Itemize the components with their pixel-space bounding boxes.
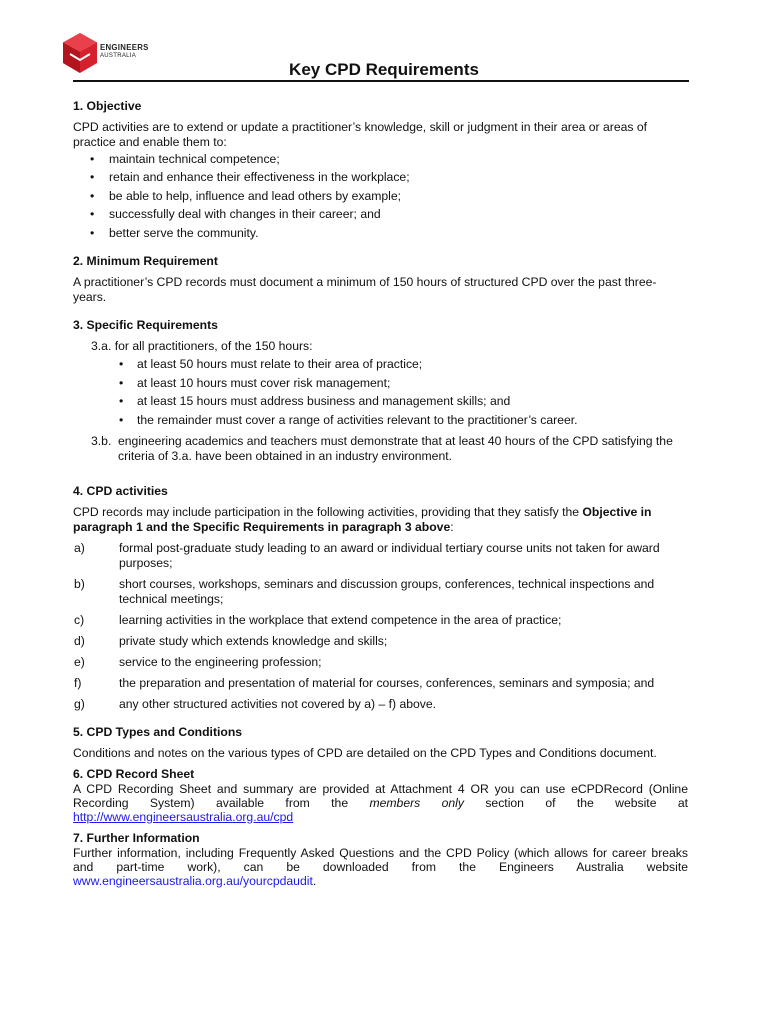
- section-5-text: Conditions and notes on the various types of CPD are detailed on the CPD Types and Conditions document.: [73, 745, 657, 760]
- cpd-link[interactable]: http://www.engineersaustralia.org.au/cpd: [73, 809, 294, 824]
- activity-item: [73, 613, 688, 628]
- activity-label: g): [74, 696, 85, 711]
- section-6-emphasis: members only: [369, 795, 464, 810]
- requirements-list: [91, 357, 688, 428]
- section-1-intro: CPD activities are to extend or update a practitioner’s knowledge, skill or judgment in their area or areas of practice and enable them to:: [73, 120, 648, 149]
- activity-label: a): [74, 540, 85, 555]
- section-7-text-body: Further information, including Frequently Asked Questions and the CPD Policy (which allows for career breaks and part-time work), can be downloaded from the Engineers Australia website: [73, 845, 688, 874]
- requirement-item: • at least 50 hours must relate to their area of practice;: [91, 357, 688, 372]
- objective-item: • successfully deal with changes in their career; and: [73, 207, 688, 222]
- section-4-intro-text: CPD records may include participation in the following activities, providing that they satisfy the: [73, 504, 583, 519]
- section-3b-label: 3.b.: [91, 433, 112, 448]
- objective-item: • better serve the community.: [73, 226, 688, 241]
- objective-item: • maintain technical competence;: [73, 152, 688, 167]
- activity-label: d): [74, 633, 85, 648]
- section-4-intro-bold: Objective in paragraph 1 and the Specific Requirements in paragraph 3 above: [73, 504, 652, 534]
- section-2-text: A practitioner’s CPD records must document a minimum of 150 hours of structured CPD over the past three-years.: [73, 274, 657, 304]
- activity-label: c): [74, 612, 85, 627]
- objective-item: • retain and enhance their effectiveness in the workplace;: [73, 170, 688, 185]
- activity-text: private study which extends knowledge and skills;: [119, 633, 388, 648]
- activity-item: [73, 655, 688, 670]
- section-3b-text: engineering academics and teachers must demonstrate that at least 40 hours of the CPD satisfying the criteria of 3.a. have been obtained in an industry environment.: [118, 433, 673, 463]
- section-4-heading: 4. CPD activities: [73, 483, 168, 498]
- section-1-heading: 1. Objective: [73, 99, 142, 113]
- activity-item: [73, 634, 688, 649]
- page-title: Key CPD Requirements: [289, 60, 479, 79]
- requirement-item: • the remainder must cover a range of activities relevant to the practitioner’s career.: [91, 413, 688, 428]
- section-7-text: [73, 846, 688, 888]
- logo-line-2: AUSTRALIA: [100, 53, 137, 59]
- objective-item: • be able to help, influence and lead others by example;: [73, 189, 688, 204]
- section-6-text-a: A CPD Recording Sheet and summary are provided at Attachment 4 OR you can use eCPDRecord (Online Recording System) available from the: [73, 781, 688, 810]
- activity-item: [73, 676, 688, 691]
- activity-text: learning activities in the workplace that extend competence in the area of practice;: [119, 612, 562, 627]
- section-5-heading: 5. CPD Types and Conditions: [73, 724, 243, 739]
- section-3-heading: 3. Specific Requirements: [73, 317, 218, 332]
- activity-item: [73, 697, 688, 712]
- activity-item: [73, 541, 688, 571]
- title-divider: [73, 80, 689, 82]
- section-6-text-b: section of the website at: [463, 795, 688, 810]
- activities-list: [73, 541, 688, 712]
- cpd-audit-link[interactable]: www.engineersaustralia.org.au/yourcpdaudit: [73, 873, 313, 888]
- objective-list: [73, 152, 688, 241]
- requirement-item: • at least 15 hours must address business and management skills; and: [91, 394, 688, 409]
- section-6-text: [73, 782, 688, 824]
- activity-label: e): [74, 654, 85, 669]
- activity-item: [73, 577, 688, 607]
- activity-label: b): [74, 576, 85, 591]
- section-6-heading: 6. CPD Record Sheet: [73, 766, 195, 781]
- logo-line-1: ENGINEERS: [100, 43, 149, 52]
- section-4-intro-end: :: [450, 519, 454, 534]
- activity-text: the preparation and presentation of material for courses, conferences, seminars and symposia; and: [119, 675, 655, 690]
- document-body: [73, 99, 688, 888]
- section-3a: [91, 339, 688, 464]
- requirement-item: • at least 10 hours must cover risk management;: [91, 376, 688, 391]
- activity-text: formal post-graduate study leading to an award or individual tertiary course units not taken for award purposes;: [119, 540, 660, 570]
- section-3a-intro: 3.a. for all practitioners, of the 150 hours:: [91, 338, 313, 353]
- activity-text: any other structured activities not covered by a) – f) above.: [119, 696, 437, 711]
- section-7-end: .: [312, 873, 317, 888]
- section-4-intro: [73, 505, 688, 535]
- section-7-heading: 7. Further Information: [73, 830, 200, 845]
- activity-label: f): [74, 675, 82, 690]
- activity-text: service to the engineering profession;: [119, 654, 322, 669]
- section-2-heading: 2. Minimum Requirement: [73, 253, 218, 268]
- activity-text: short courses, workshops, seminars and discussion groups, conferences, technical inspections and technical meetings;: [119, 576, 655, 606]
- section-3b: [91, 434, 688, 464]
